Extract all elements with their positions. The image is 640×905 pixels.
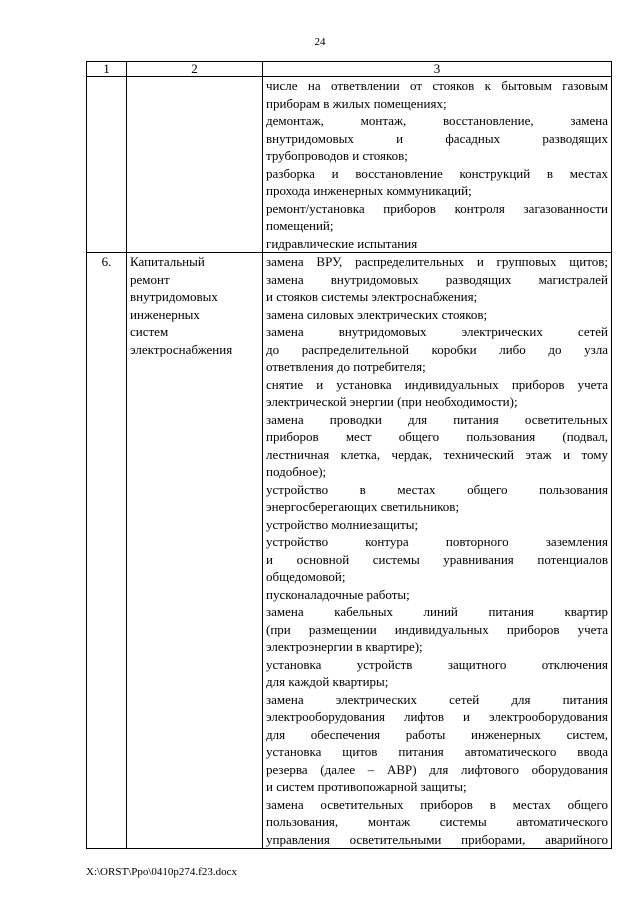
work-item-line: замена силовых электрических стояков; <box>266 306 488 322</box>
table-row-6 <box>87 253 612 849</box>
work-item-line: замена кабельных линий питания квартир <box>266 604 608 619</box>
work-name-line: систем <box>130 324 169 339</box>
header-col-3: 3 <box>263 62 612 77</box>
work-name-line: Капитальный <box>130 254 205 269</box>
work-item-line: пусконаладочные работы; <box>266 586 410 602</box>
file-path-footer: X:\ORST\Ppo\0410p274.f23.docx <box>86 866 237 878</box>
work-item-line: разборка и восстановление конструкций в местах <box>266 165 608 181</box>
work-name-cell <box>127 77 263 253</box>
work-name-line: ремонт <box>130 271 170 287</box>
work-item-line: устройство в местах общего пользования <box>266 481 608 497</box>
work-item-line: для каждой квартиры; <box>266 674 389 689</box>
work-item-line: электрической энергии (при необходимости); <box>266 394 518 409</box>
work-list-cell <box>263 253 612 849</box>
work-item-line: числе на ответвлении от стояков к бытовым газовым <box>266 78 608 93</box>
work-item-line: устройство контура повторного заземления <box>266 534 608 549</box>
work-name-line: инженерных <box>130 306 200 322</box>
work-item-line: замена внутридомовых разводящих магистралей <box>266 271 608 287</box>
table-row-continued <box>87 77 612 253</box>
work-item-line: замена осветительных приборов в местах общего <box>266 796 608 812</box>
work-item-line: приборов мест общего пользования (подвал, <box>266 429 608 444</box>
work-item-line: установка устройств защитного отключения <box>266 656 608 672</box>
work-name-cell <box>127 253 263 849</box>
page-number: 24 <box>314 36 326 48</box>
work-item-line: электроэнергии в квартире); <box>266 639 423 654</box>
work-item-line: установка щитов питания автоматического ввода <box>266 744 608 759</box>
work-list-cell <box>263 77 612 253</box>
header-col-1: 1 <box>87 62 127 77</box>
work-item-line: управления осветительными приборами, аварийного <box>266 831 608 847</box>
work-item-line: трубопроводов и стояков; <box>266 148 408 163</box>
work-item-line: лестничная клетка, чердак, технический этаж и тому <box>266 446 608 462</box>
work-name-line: внутридомовых <box>130 289 218 304</box>
work-item-line: и стояков системы электроснабжения; <box>266 289 478 304</box>
work-item-line: подобное); <box>266 464 327 479</box>
work-item-line: и основной системы уравнивания потенциалов <box>266 551 608 567</box>
work-item-line: замена проводки для питания осветительных <box>266 411 608 427</box>
work-item-line: для обеспечения работы инженерных систем, <box>266 726 608 742</box>
work-item-line: прохода инженерных коммуникаций; <box>266 183 472 198</box>
work-item-line: демонтаж, монтаж, восстановление, замена <box>266 113 608 128</box>
work-name-line: электроснабжения <box>130 341 233 357</box>
row-number <box>87 77 127 253</box>
work-item-line: замена ВРУ, распределительных и групповых щитов; <box>266 254 608 269</box>
work-item-line: приборам в жилых помещениях; <box>266 95 447 111</box>
work-item-line: гидравлические испытания <box>266 235 418 251</box>
row-number: 6. <box>87 253 127 849</box>
work-item-line: снятие и установка индивидуальных приборов учета <box>266 376 608 392</box>
work-item-line: электрооборудования лифтов и электрооборудования <box>266 709 608 724</box>
table-header-row <box>87 62 612 77</box>
work-item-line: устройство молниезащиты; <box>266 516 419 532</box>
work-item-line: и систем противопожарной защиты; <box>266 779 467 794</box>
work-item-line: ответвления до потребителя; <box>266 359 426 374</box>
work-item-line: внутридомовых и фасадных разводящих <box>266 130 608 146</box>
work-item-line: ремонт/установка приборов контроля загазованности <box>266 200 608 216</box>
work-item-line: резерва (далее – АВР) для лифтового оборудования <box>266 761 608 777</box>
work-item-line: энергосберегающих светильников; <box>266 499 460 514</box>
works-table <box>86 61 612 849</box>
work-item-line: замена электрических сетей для питания <box>266 691 608 707</box>
work-item-line: помещений; <box>266 218 334 233</box>
work-item-line: замена внутридомовых электрических сетей <box>266 324 608 339</box>
work-item-line: общедомовой; <box>266 569 346 584</box>
header-col-2: 2 <box>127 62 263 77</box>
work-item-line: (при размещении индивидуальных приборов учета <box>266 621 608 637</box>
work-item-line: до распределительной коробки либо до узла <box>266 341 608 357</box>
work-item-line: пользования, монтаж системы автоматического <box>266 814 608 829</box>
